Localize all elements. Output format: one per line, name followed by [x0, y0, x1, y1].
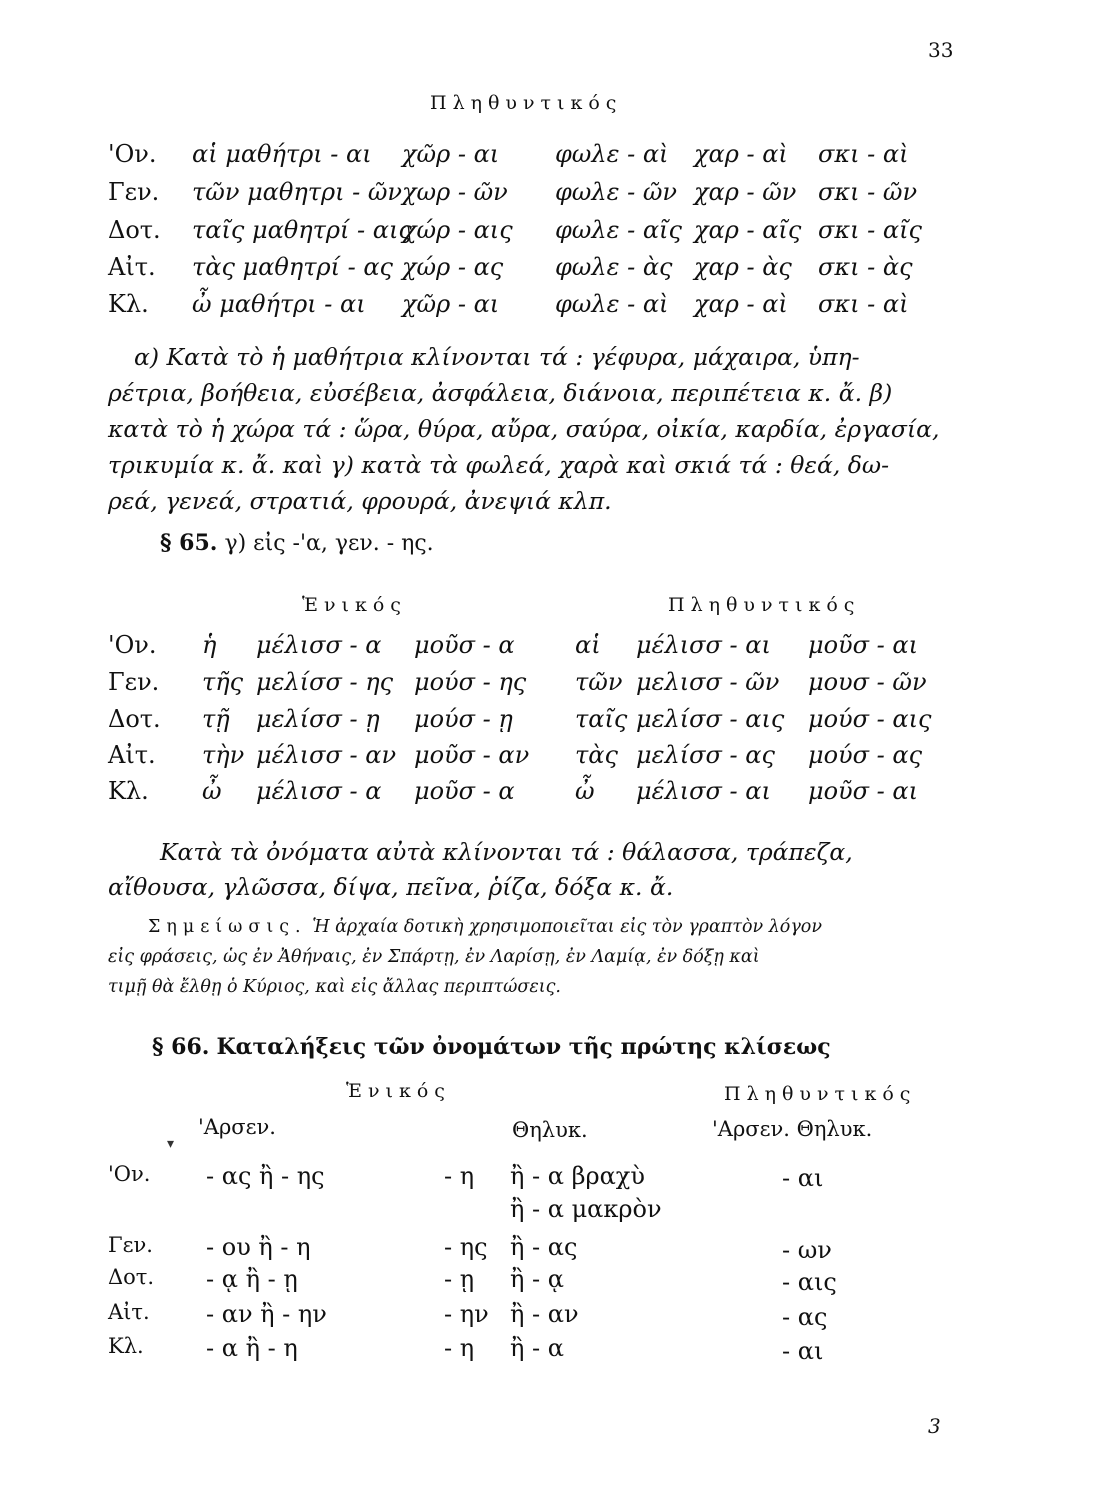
table-cell: - ου ἢ - η: [206, 1233, 311, 1261]
table-cell: - ην: [444, 1300, 489, 1328]
plural-heading: Πληθυντικός: [724, 1083, 917, 1105]
table-cell: σκι - αὶ: [818, 140, 909, 168]
section-mark: § 65.: [160, 530, 218, 556]
table-cell: ἢ - α βραχὺ: [510, 1162, 645, 1190]
table-cell: τῶν μαθητρι - ῶν: [192, 178, 403, 206]
table-cell: - αις: [782, 1268, 837, 1296]
table-cell: φωλε - αῖς: [555, 216, 682, 244]
table-cell: - α ἢ - η: [206, 1334, 298, 1362]
section-heading-66: [152, 1034, 831, 1060]
table-cell: σκι - ῶν: [818, 178, 918, 206]
table-cell: μέλισσ - α: [256, 631, 382, 659]
table-cell: μοῦσ - αι: [808, 631, 919, 659]
table-cell: - ῃ: [444, 1265, 475, 1293]
article: ὦ: [575, 777, 595, 805]
table-cell: χαρ - ὰς: [694, 253, 792, 281]
case-label: 'Ον.: [108, 1162, 151, 1186]
table-cell: μούσ - ας: [808, 741, 923, 769]
article: ταῖς: [575, 705, 628, 733]
table-cell: ἢ - ας: [510, 1233, 578, 1261]
plural-heading: Πληθυντικός: [668, 594, 861, 616]
case-label: Γεν.: [108, 1233, 153, 1257]
note-line: εἰς φράσεις, ὡς ἐν Ἀθήναις, ἐν Σπάρτῃ, ἐν Λαρίσῃ, ἐν Λαμίᾳ, ἐν δόξῃ καὶ: [108, 947, 760, 967]
table-cell: - η: [444, 1162, 475, 1190]
article: τῶν: [575, 668, 623, 696]
case-label: Αἰτ.: [108, 741, 156, 769]
table-cell: μοῦσ - αν: [414, 741, 530, 769]
page-number-bottom: 3: [928, 1414, 941, 1438]
note-text: Ἡ ἀρχαία δοτικὴ χρησιμοποιεῖται εἰς τὸν γραπτὸν λόγον: [312, 917, 822, 937]
case-label: Δοτ.: [108, 216, 161, 244]
table-cell: χώρ - ας: [402, 253, 504, 281]
paragraph-line: ρέτρια, βοήθεια, εὐσέβεια, ἀσφάλεια, διάνοια, περιπέτεια κ. ἄ. β): [108, 379, 893, 407]
table-cell: ὦ μαθήτρι - αι: [192, 290, 366, 318]
table-cell: μέλισσ - αν: [256, 741, 397, 769]
table-cell: χαρ - αὶ: [694, 290, 788, 318]
table-cell: ἢ - α μακρὸν: [510, 1195, 662, 1223]
case-label: Δοτ.: [108, 705, 161, 733]
case-label: Αἰτ.: [108, 1300, 150, 1324]
table-cell: σκι - αὶ: [818, 290, 909, 318]
table-cell: μέλισσ - αι: [636, 631, 771, 659]
case-label: Κλ.: [108, 290, 149, 318]
note-line: [148, 917, 822, 937]
table-cell: χῶρ - αι: [402, 290, 500, 318]
column-masculine: 'Αρσεν.: [198, 1115, 276, 1139]
paragraph-line: τρικυμία κ. ἄ. καὶ γ) κατὰ τὰ φωλεά, χαρὰ καὶ σκιά τά : θεά, δω-: [108, 451, 890, 479]
table-cell: φωλε - ὰς: [555, 253, 673, 281]
paragraph-line: Κατὰ τὰ ὀνόματα αὐτὰ κλίνονται τά : θάλασσα, τράπεζα,: [160, 838, 853, 866]
table-cell: μούσ - αις: [808, 705, 932, 733]
table-cell: μούσ - ῃ: [414, 705, 513, 733]
table-cell: σκι - ὰς: [818, 253, 913, 281]
article: τῇ: [202, 705, 230, 733]
singular-heading: Ἑνικός: [346, 1080, 451, 1102]
case-label: Αἰτ.: [108, 253, 156, 281]
singular-heading: Ἑνικός: [302, 594, 407, 616]
case-label: Κλ.: [108, 1334, 144, 1358]
article: ἡ: [202, 631, 217, 659]
table-cell: χῶρ - αι: [402, 140, 500, 168]
table-cell: μέλισσ - α: [256, 777, 382, 805]
section-mark: § 66.: [152, 1034, 210, 1060]
table-cell: φωλε - αὶ: [555, 290, 669, 318]
table-cell: - ᾳ ἢ - ῃ: [206, 1265, 298, 1293]
table-cell: ἢ - α: [510, 1334, 564, 1362]
table-cell: μελίσσ - ης: [256, 668, 394, 696]
section-title: Καταλήξεις τῶν ὀνομάτων τῆς πρώτης κλίσεως: [216, 1034, 831, 1060]
case-label: Γεν.: [108, 178, 160, 206]
article: τῆς: [202, 668, 244, 696]
plural-heading: Πληθυντικός: [430, 92, 623, 114]
table-cell: χωρ - ῶν: [402, 178, 508, 206]
article: τὰς: [575, 741, 618, 769]
column-feminine: Θηλυκ.: [512, 1118, 588, 1142]
table-cell: αἱ μαθήτρι - αι: [192, 140, 372, 168]
case-label: 'Ον.: [108, 631, 157, 659]
table-cell: μελίσσ - αις: [636, 705, 785, 733]
case-label: 'Ον.: [108, 140, 157, 168]
note-label: Σημείωσις.: [148, 917, 307, 937]
table-cell: μελίσσ - ῃ: [256, 705, 380, 733]
section-text: γ) εἰς -'α, γεν. - ης.: [224, 531, 434, 556]
note-line: τιμῇ θὰ ἔλθῃ ὁ Κύριος, καὶ εἰς ἄλλας περιπτώσεις.: [108, 977, 561, 997]
column-plural: 'Αρσεν. Θηλυκ.: [712, 1117, 873, 1141]
table-cell: - αι: [782, 1164, 824, 1192]
article: αἱ: [575, 631, 601, 659]
paragraph-line: ρεά, γενεά, στρατιά, φρουρά, ἀνεψιά κλπ.: [108, 487, 612, 515]
case-label: Δοτ.: [108, 1265, 155, 1289]
table-cell: - η: [444, 1334, 475, 1362]
table-cell: - ας: [782, 1303, 828, 1331]
table-cell: μουσ - ῶν: [808, 668, 927, 696]
table-cell: ταῖς μαθητρί - αις: [192, 216, 412, 244]
table-cell: χώρ - αις: [402, 216, 513, 244]
table-cell: μελίσσ - ας: [636, 741, 775, 769]
table-cell: μοῦσ - α: [414, 777, 515, 805]
table-cell: μοῦσ - αι: [808, 777, 919, 805]
paragraph-line: αἴθουσα, γλῶσσα, δίψα, πεῖνα, ῥίζα, δόξα κ. ἄ.: [108, 873, 674, 901]
table-cell: σκι - αῖς: [818, 216, 922, 244]
table-cell: μοῦσ - α: [414, 631, 515, 659]
paragraph-line: α) Κατὰ τὸ ἡ μαθήτρια κλίνονται τά : γέφυρα, μάχαιρα, ὑπη-: [134, 343, 860, 371]
table-cell: ἢ - αν: [510, 1300, 579, 1328]
article: ὦ: [202, 777, 222, 805]
table-cell: - ης: [444, 1233, 488, 1261]
table-cell: μελισσ - ῶν: [636, 668, 780, 696]
table-cell: φωλε - ῶν: [555, 178, 677, 206]
table-cell: - αν ἢ - ην: [206, 1300, 327, 1328]
case-label: Γεν.: [108, 668, 160, 696]
paragraph-line: κατὰ τὸ ἡ χώρα τά : ὥρα, θύρα, αὔρα, σαύρα, οἰκία, καρδία, ἐργασία,: [108, 415, 940, 443]
table-cell: τὰς μαθητρί - ας: [192, 253, 393, 281]
table-cell: ἢ - ᾳ: [510, 1265, 564, 1293]
table-cell: - ων: [782, 1236, 832, 1264]
table-cell: - ας ἢ - ης: [206, 1162, 325, 1190]
stray-mark: ▾: [167, 1136, 175, 1152]
page-number-top: 33: [928, 38, 954, 62]
case-label: Κλ.: [108, 777, 149, 805]
table-cell: χαρ - αῖς: [694, 216, 802, 244]
section-heading-65: [160, 530, 434, 556]
article: τὴν: [202, 741, 245, 769]
table-cell: - αι: [782, 1337, 824, 1365]
table-cell: μέλισσ - αι: [636, 777, 771, 805]
table-cell: χαρ - ῶν: [694, 178, 797, 206]
table-cell: χαρ - αὶ: [694, 140, 788, 168]
table-cell: μούσ - ης: [414, 668, 527, 696]
table-cell: φωλε - αὶ: [555, 140, 669, 168]
